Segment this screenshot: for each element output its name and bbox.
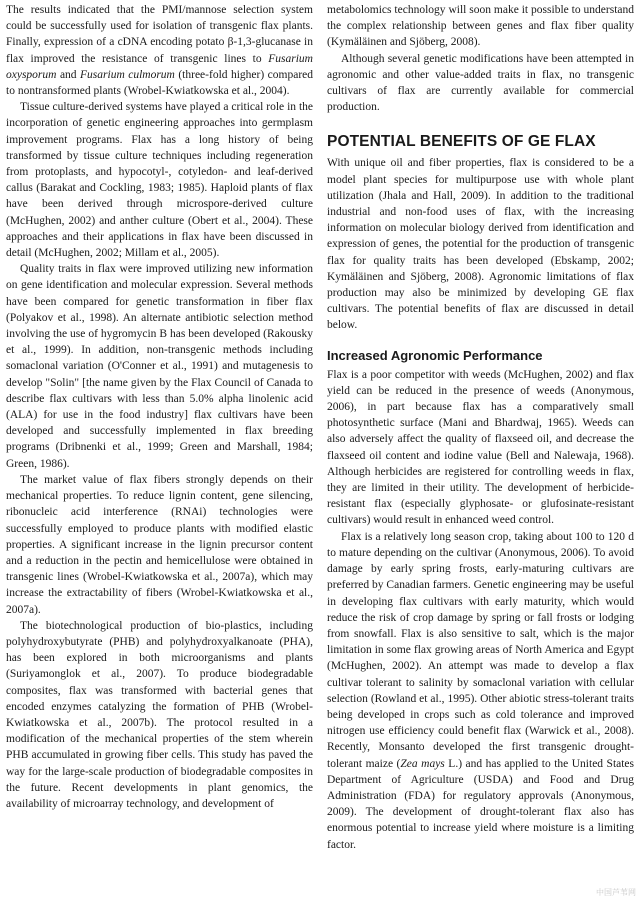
watermark: 中国芦苇网: [596, 888, 636, 897]
paragraph: Quality traits in flax were improved utilizing new information on gene identification and molecular expression. Several methods have been compared for genetic transformation in fiber flax (Polyakov et al., 1998). An alternate antibiotic selection method involving the use of hygromycin B has been developed (Rakousky et al., 1999). In addition, non-transgenic methods including somaclonal variation (O'Conner et al., 1991) and mutagenesis to develop "Solin" [the name given by the Flax Council of Canada to describe flax cultivars with less than 5.0% alpha linolenic acid (ALA) for use in the food industry] flax cultivars have been developed and successfully implemented in flax breeding programs (Dribnenki et al., 1999; Green and Marshall, 1984; Green, 1986).: [6, 263, 313, 470]
left-column: [6, 2, 313, 900]
paragraph: The market value of flax fibers strongly depends on their mechanical properties. To reduce lignin content, gene silencing, ribonucleic acid interference (RNAi) technologies were successfully employed to produce plants with modified elastic properties. A significant increase in the lignin precursor content and a reduction in the pectin and hemicellulose were obtained in transgenic lines (Wrobel-Kwiatkowska et al., 2007a), which may increase the extractability of fibers (Wrobel-Kwiatkowska et al., 2007a).: [6, 473, 313, 616]
paragraph: Flax is a relatively long season crop, taking about 100 to 120 d to mature depending on the cultivar (Anonymous, 2006). To avoid damage by early spring frosts, early-maturing cultivars are preferred by Canadian farmers. Genetic engineering may be useful in developing flax cultivars with early maturity, which would reduce the risk of crop damage by spring or fall frosts or lodging from snowfall. Flax is also sensitive to salt, which is the major limitation in some flax growing areas of North America and Egypt (McHughen, 2002). An attempt was made to develop a flax cultivar tolerant to salinity by somaclonal variation with cellular selection (Rowland et al., 1995). Other abiotic stress-tolerant traits being developed in crops such as cold tolerance and improved nitrogen use efficiency could benefit flax (Warwick et al., 2008). Recently, Monsanto developed the first transgenic drought-tolerant maize (Zea mays L.) and has applied to the United States Department of Agriculture (USDA) and Food and Drug Administration (FDA) for regulatory approvals (Anonymous, 2009). The development of drought-tolerant flax also has enormous potential to increase yield where moisture is a limiting factor.: [327, 530, 635, 851]
paragraph: metabolomics technology will soon make it possible to understand the complex relationship between genes and flax fiber quality (Kymäläinen and Sjöberg, 2008).: [327, 4, 634, 49]
right-column: [327, 2, 634, 900]
paragraph: Flax is a poor competitor with weeds (McHughen, 2002) and flax yield can be reduced in the presence of weeds (Anonymous, 2006), in part because flax has a comparatively small photosynthetic surface (Mani and Bhardwaj, 1965). Weeds can also adversely affect the quality of flaxseed oil, and decrease the flaxseed oil content and iodine value (Bell and Nalewaja, 1968). Although herbicides are registered for controlling weeds in flax, they are limited in their utility. The development of herbicide-resistant flax (especially glyphosate- or glufosinate-resistant cultivars) would result in enhanced weed control.: [327, 368, 634, 527]
paragraph: The results indicated that the PMI/mannose selection system could be successfully used for isolation of transgenic flax plants. Finally, expression of a cDNA encoding potato β-1,3-glucanase in flax improved the resistance of transgenic lines to Fusarium oxysporum and Fusarium culmorum (three-fold higher) compared to nontransformed plants (Wrobel-Kwiatkowska et al., 2004).: [6, 4, 314, 98]
paragraph: The biotechnological production of bio-plastics, including polyhydroxybutyrate (PHB) and polyhydroxyalkanoate (PHA), has been explored in both microorganisms and plants (Suriyamonglok et al., 2007). To produce biodegradable composites, flax was transformed with bacterial genes that encoded enzymes catalyzing the formation of PHB (Wrobel-Kwiatkowska et al., 2007b). The protocol resulted in a modification of the mechanical properties of the stem wherein PHB accumulated in growing fiber cells. This study has paved the way for the large-scale production of biodegradable composites in the future. Recent developments in plant genomics, the availability of microarray technology, and development of: [6, 619, 313, 810]
paragraph: Tissue culture-derived systems have played a critical role in the incorporation of genetic engineering approaches into germplasm improvement programs. Flax has a long history of being transformed by tissue culture techniques including regeneration from protoplasts, and hypocotyl-, cotyledon- and leaf-derived callus (Barakat and Cockling, 1983; 1985). Haploid plants of flax have been derived through microspore-derived culture (McHughen, 2002) and anther culture (Obert et al., 2004). These approaches and their applications in flax have been discussed in detail (McHughen, 2002; Millam et al., 2005).: [6, 101, 313, 260]
section-heading: POTENTIAL BENEFITS OF GE FLAX: [327, 133, 596, 151]
paragraph: With unique oil and fiber properties, flax is considered to be a model plant species for multipurpose use with whole plant utilization (Jhala and Hall, 2009). In addition to the traditional industrial and non-food uses of flax, with the increasing information on molecular biology derived from identification and expression of genes, the potential for the production of transgenic flax for quality traits has been developed (Ebskamp, 2002; Kymäläinen and Sjöberg, 2008). Agronomic limitations of flax production may also be minimized by developing GE flax cultivars. The potential benefits of flax are discussed in detail below.: [327, 157, 634, 332]
subsection-heading: Increased Agronomic Performance: [327, 347, 543, 363]
paragraph: Although several genetic modifications have been attempted in agronomic and other value-added traits in flax, no transgenic cultivars of flax are currently available for commercial production.: [327, 52, 634, 114]
